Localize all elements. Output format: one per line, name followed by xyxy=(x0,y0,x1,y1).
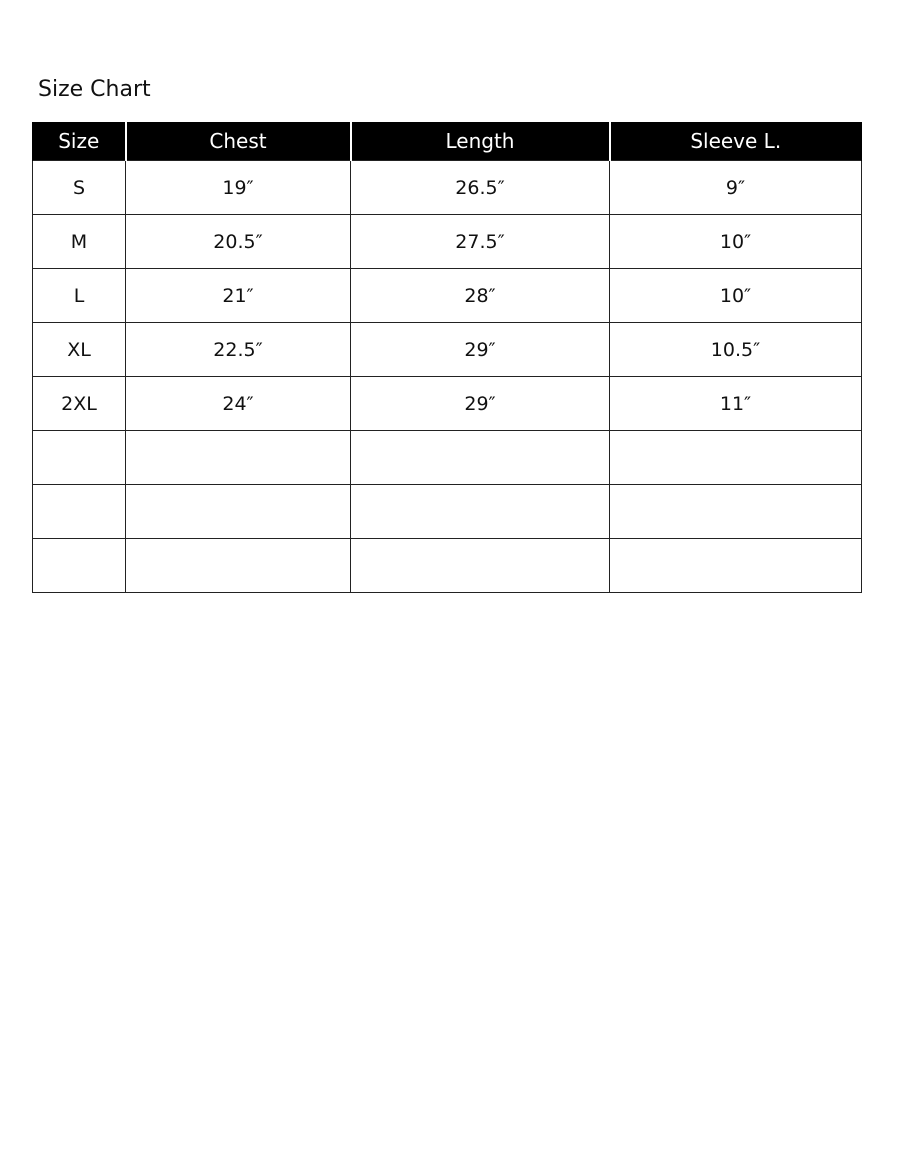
empty-row xyxy=(33,539,862,593)
table-header xyxy=(33,122,862,161)
empty-cell xyxy=(33,539,126,593)
length-cell: 27.5″ xyxy=(351,215,610,269)
column-header-size: Size xyxy=(33,122,126,161)
column-header-chest: Chest xyxy=(126,122,351,161)
column-header-sleeve: Sleeve L. xyxy=(610,122,862,161)
size-chart-table xyxy=(32,122,862,593)
empty-cell xyxy=(126,539,351,593)
table-row xyxy=(33,161,862,215)
table-row xyxy=(33,269,862,323)
size-cell: S xyxy=(33,161,126,215)
size-cell: M xyxy=(33,215,126,269)
empty-row xyxy=(33,485,862,539)
table-row xyxy=(33,215,862,269)
length-cell: 29″ xyxy=(351,377,610,431)
header-row xyxy=(33,122,862,161)
empty-cell xyxy=(351,539,610,593)
empty-cell xyxy=(351,431,610,485)
empty-cell xyxy=(33,485,126,539)
table-row xyxy=(33,323,862,377)
sleeve-cell: 10″ xyxy=(610,215,862,269)
empty-cell xyxy=(351,485,610,539)
page-title: Size Chart xyxy=(38,77,151,102)
empty-row xyxy=(33,431,862,485)
length-cell: 28″ xyxy=(351,269,610,323)
length-cell: 26.5″ xyxy=(351,161,610,215)
sleeve-cell: 9″ xyxy=(610,161,862,215)
chest-cell: 21″ xyxy=(126,269,351,323)
sleeve-cell: 10″ xyxy=(610,269,862,323)
chest-cell: 24″ xyxy=(126,377,351,431)
empty-cell xyxy=(126,431,351,485)
sleeve-cell: 10.5″ xyxy=(610,323,862,377)
empty-cell xyxy=(610,431,862,485)
empty-cell xyxy=(610,539,862,593)
empty-cell xyxy=(126,485,351,539)
table-body xyxy=(33,161,862,593)
length-cell: 29″ xyxy=(351,323,610,377)
sleeve-cell: 11″ xyxy=(610,377,862,431)
table-row xyxy=(33,377,862,431)
chest-cell: 19″ xyxy=(126,161,351,215)
empty-cell xyxy=(610,485,862,539)
size-cell: 2XL xyxy=(33,377,126,431)
chest-cell: 22.5″ xyxy=(126,323,351,377)
column-header-length: Length xyxy=(351,122,610,161)
size-cell: L xyxy=(33,269,126,323)
size-cell: XL xyxy=(33,323,126,377)
empty-cell xyxy=(33,431,126,485)
chest-cell: 20.5″ xyxy=(126,215,351,269)
